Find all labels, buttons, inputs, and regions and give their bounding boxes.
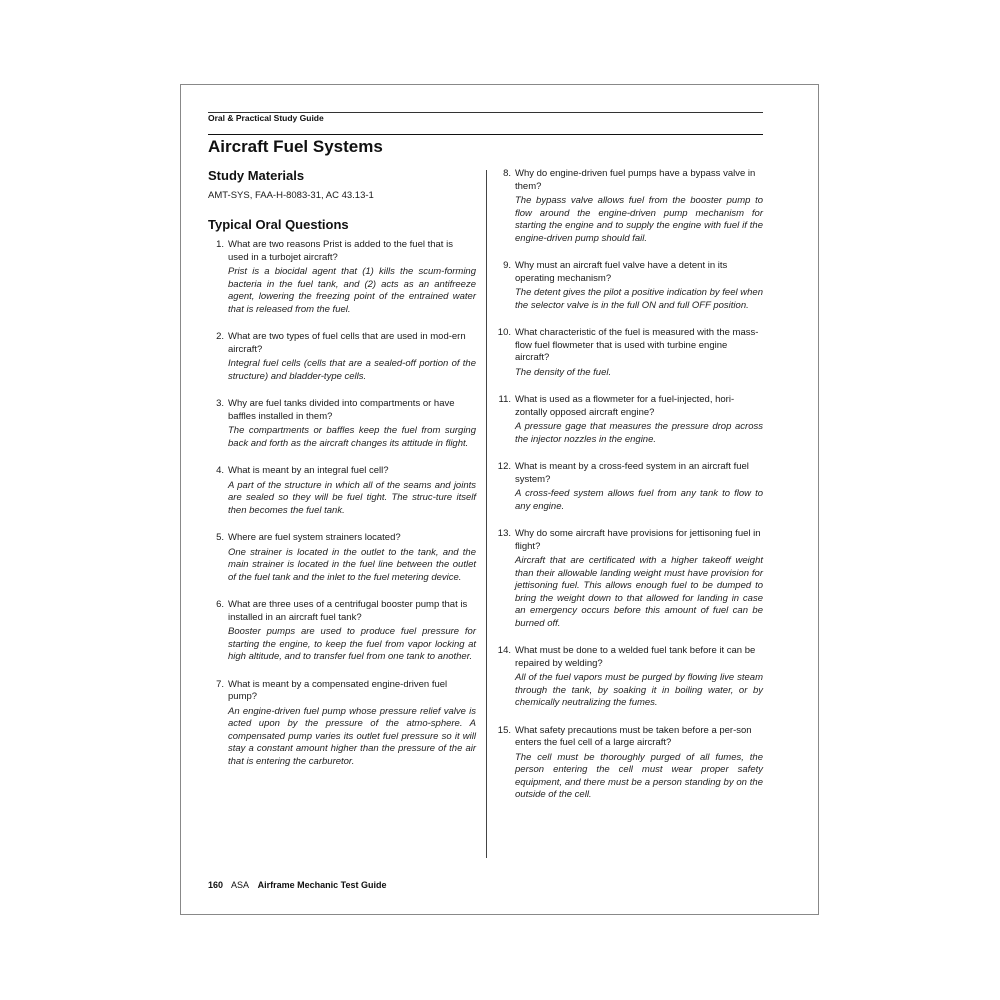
question-text: What is used as a flowmeter for a fuel-injected, hori-zontally opposed aircraft engine? bbox=[515, 394, 735, 418]
question-number: 12. bbox=[497, 461, 511, 472]
book-title: Airframe Mechanic Test Guide bbox=[257, 880, 387, 890]
title-rule bbox=[208, 134, 763, 135]
question-text: What are two types of fuel cells that are used in mod-ern aircraft? bbox=[228, 331, 466, 355]
question-number: 11. bbox=[498, 394, 511, 405]
question-item bbox=[208, 599, 476, 664]
oral-questions-heading: Typical Oral Questions bbox=[208, 217, 349, 232]
question-item bbox=[208, 239, 476, 316]
question-item bbox=[208, 679, 476, 769]
question-text: Why are fuel tanks divided into compartments or have baffles installed in them? bbox=[228, 398, 455, 422]
question-text: What must be done to a welded fuel tank before it can be repaired by welding? bbox=[515, 645, 756, 669]
question-text: What are three uses of a centrifugal booster pump that is installed in an aircraft fuel tank? bbox=[228, 599, 468, 623]
question-number: 9. bbox=[503, 260, 511, 271]
page-footer bbox=[208, 880, 386, 890]
column-divider bbox=[486, 170, 487, 858]
answer-text: The cell must be thoroughly purged of all fumes, the person entering the cell must wear proper safety equipment, and there must be a person standing by on the outside of the cell. bbox=[515, 751, 763, 800]
question-number: 4. bbox=[216, 465, 224, 476]
question-text: Why must an aircraft fuel valve have a detent in its operating mechanism? bbox=[515, 260, 728, 284]
question-number: 8. bbox=[503, 168, 511, 179]
question-text: Why do some aircraft have provisions for jettisoning fuel in flight? bbox=[515, 528, 761, 552]
study-materials-text: AMT-SYS, FAA-H-8083-31, AC 43.13-1 bbox=[208, 190, 374, 201]
right-column bbox=[497, 168, 763, 817]
question-item bbox=[497, 725, 763, 802]
question-item bbox=[497, 327, 763, 379]
page-number: 160 bbox=[208, 880, 224, 890]
answer-text: An engine-driven fuel pump whose pressure relief valve is acted upon by the pressure of the atmo-sphere. A compensated pump varies its outlet fuel pressure so it will stay a constant amount higher than the pressure of the air that is entering the carburetor. bbox=[228, 705, 476, 767]
question-number: 15. bbox=[497, 724, 511, 736]
study-materials-heading: Study Materials bbox=[208, 168, 305, 183]
answer-text: All of the fuel vapors must be purged by flowing live steam through the tank, by soaking it in boiling water, or by chemically neutralizing the fumes. bbox=[515, 672, 763, 708]
answer-text: A pressure gage that measures the pressure drop across the injector nozzles in the engine. bbox=[515, 421, 763, 445]
question-number: 3. bbox=[216, 398, 224, 409]
question-item bbox=[208, 331, 476, 383]
question-text: What are two reasons Prist is added to the fuel that is used in a turbojet aircraft? bbox=[228, 239, 453, 263]
question-text: What is meant by an integral fuel cell? bbox=[228, 465, 389, 476]
question-number: 13. bbox=[497, 528, 511, 539]
guide-label: Oral & Practical Study Guide bbox=[208, 113, 324, 123]
question-item bbox=[208, 465, 476, 517]
question-item bbox=[497, 645, 763, 710]
question-item bbox=[497, 528, 763, 630]
question-text: What is meant by a compensated engine-driven fuel pump? bbox=[228, 678, 448, 702]
question-text: Where are fuel system strainers located? bbox=[228, 532, 401, 543]
answer-text: Aircraft that are certificated with a higher takeoff weight than their allowable landing weight must have provision for jettisoning fuel. This allows enough fuel to be dumped to bring the weight down to that allowed for landing in case an emergency occurs before this amount of fuel can be burned off. bbox=[515, 555, 763, 629]
question-item bbox=[208, 532, 476, 584]
answer-text: One strainer is located in the outlet to the tank, and the main strainer is located in the fuel line between the outlet of the fuel tank and the inlet to the fuel metering device. bbox=[228, 546, 476, 583]
answer-text: The compartments or baffles keep the fuel from surging back and forth as the aircraft changes its attitude in flight. bbox=[228, 425, 476, 449]
question-item bbox=[497, 168, 763, 245]
question-number: 2. bbox=[216, 331, 224, 342]
question-number: 1. bbox=[216, 239, 224, 250]
answer-text: Prist is a biocidal agent that (1) kills the scum-forming bacteria in the fuel tank, and (2) acts as an antifreeze agent, lowering the freezing point of the entrained water that is released from the fuel. bbox=[228, 266, 476, 315]
question-number: 5. bbox=[216, 532, 224, 543]
question-number: 10. bbox=[497, 327, 511, 338]
question-text: What safety precautions must be taken before a per-son enters the fuel cell of a large aircraft? bbox=[515, 724, 752, 748]
publisher: ASA bbox=[231, 880, 250, 890]
question-number: 7. bbox=[216, 678, 224, 690]
left-column bbox=[208, 168, 476, 783]
answer-text: A cross-feed system allows fuel from any tank to flow to any engine. bbox=[515, 488, 763, 512]
page-title: Aircraft Fuel Systems bbox=[208, 137, 383, 156]
question-item bbox=[497, 461, 763, 513]
answer-text: Booster pumps are used to produce fuel pressure for starting the engine, to keep the fuel from vapor locking at high altitude, and to transfer fuel from one tank to another. bbox=[228, 626, 476, 662]
question-text: What characteristic of the fuel is measured with the mass-flow fuel flowmeter that is used with turbine engine aircraft? bbox=[515, 327, 759, 363]
question-item bbox=[497, 260, 763, 312]
question-item bbox=[208, 398, 476, 450]
answer-text: Integral fuel cells (cells that are a sealed-off portion of the structure) and bladder-type cells. bbox=[228, 358, 476, 382]
answer-text: The detent gives the pilot a positive indication by feel when the selector valve is in the full ON and full OFF position. bbox=[515, 287, 763, 311]
answer-text: The density of the fuel. bbox=[515, 366, 612, 378]
question-list-right bbox=[497, 168, 763, 802]
question-text: What is meant by a cross-feed system in an aircraft fuel system? bbox=[515, 461, 749, 485]
question-list-left bbox=[208, 239, 476, 768]
answer-text: The bypass valve allows fuel from the booster pump to flow around the engine-driven pump mechanism for starting the engine and to supply the engine with fuel if the engine-driven pump should fail. bbox=[515, 195, 763, 244]
question-number: 14. bbox=[497, 645, 511, 656]
question-number: 6. bbox=[216, 599, 224, 610]
question-item bbox=[497, 394, 763, 446]
answer-text: A part of the structure in which all of the seams and joints are sealed so they will be fuel tight. The struc-ture itself then becomes the fuel tank. bbox=[228, 479, 476, 516]
question-text: Why do engine-driven fuel pumps have a bypass valve in them? bbox=[515, 168, 756, 192]
